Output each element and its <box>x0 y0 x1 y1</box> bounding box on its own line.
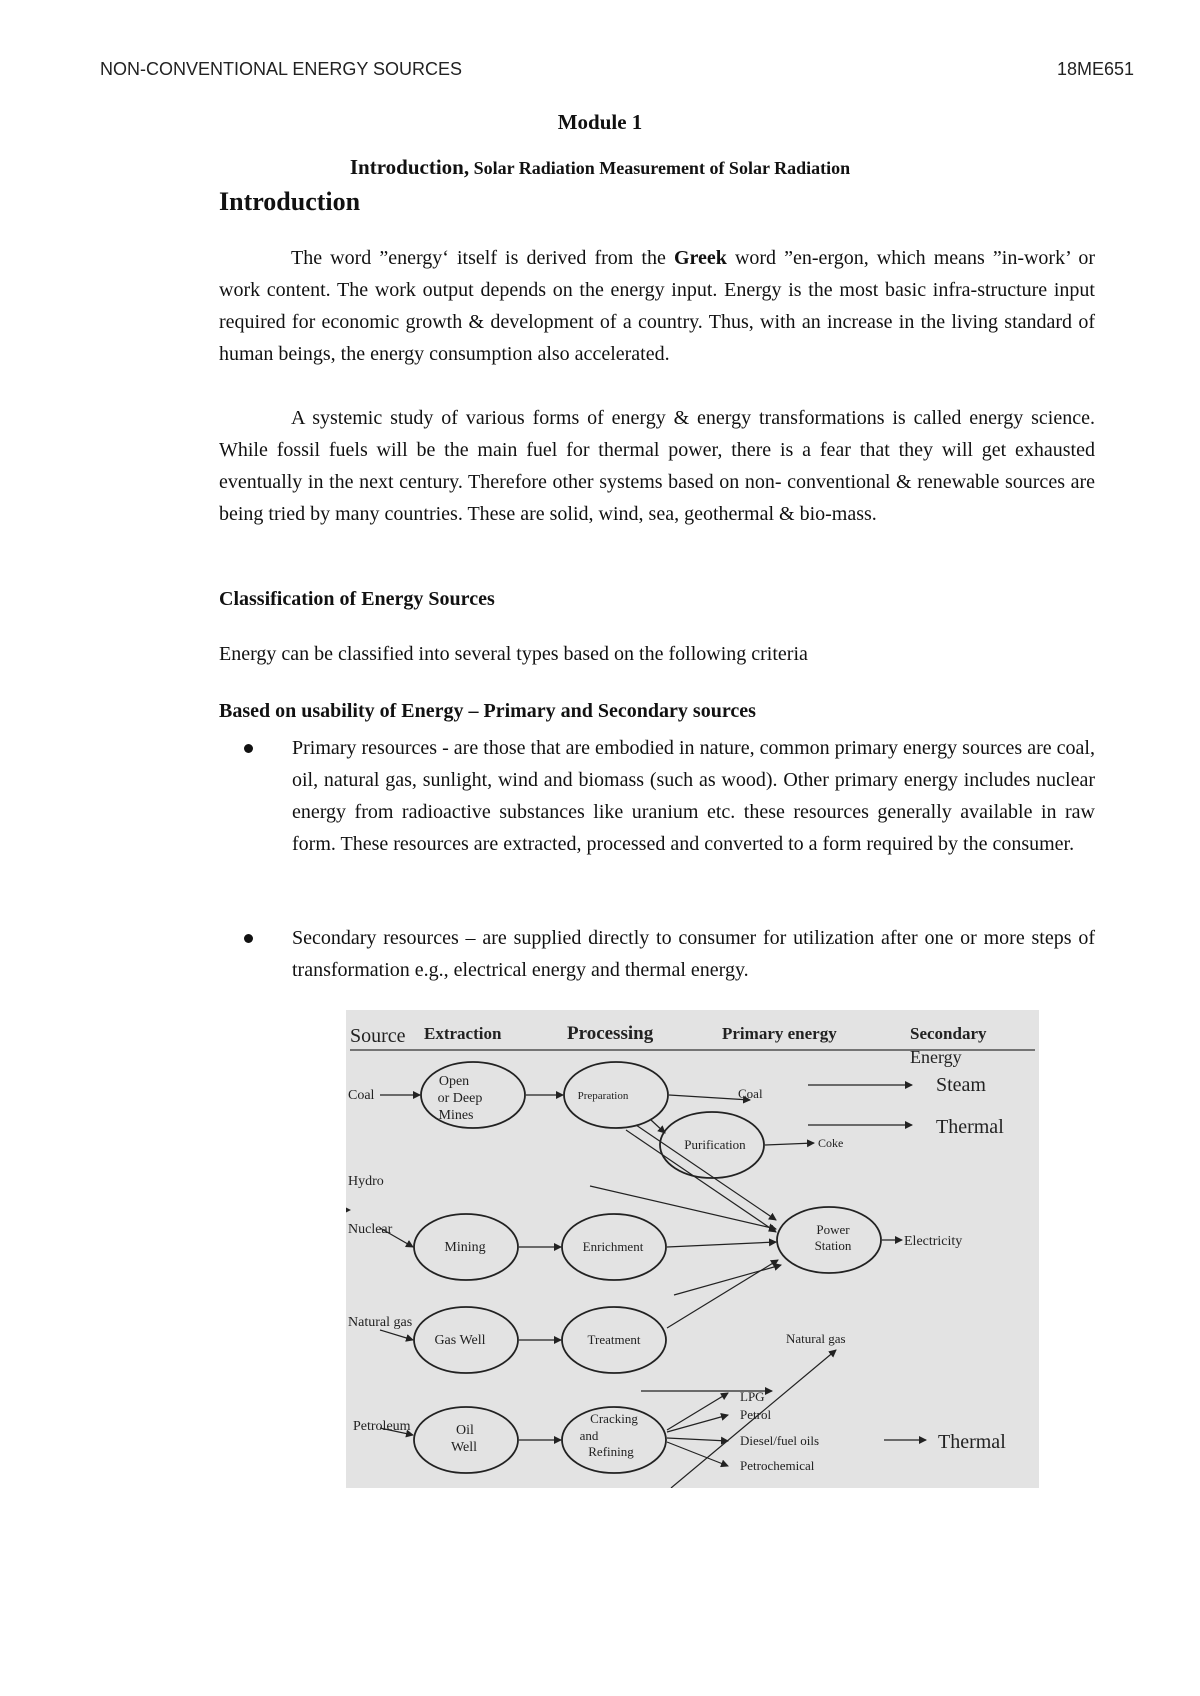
header-extraction: Extraction <box>424 1024 502 1043</box>
header-primary-energy: Primary energy <box>722 1024 837 1043</box>
bullet-text: Secondary resources – are supplied directly to consumer for utilization after one or more steps of transformation e.g., electrical energy and thermal energy. <box>292 927 1095 981</box>
output-petrol: Petrol <box>740 1407 772 1422</box>
source-nuclear: Nuclear <box>348 1222 393 1237</box>
bullet-dot-icon <box>244 934 253 943</box>
label-enrichment: Enrichment <box>582 1239 644 1254</box>
output-steam: Steam <box>936 1074 986 1096</box>
energy-flow-svg <box>346 1010 1039 1488</box>
label-power-station-1: Power <box>816 1222 850 1237</box>
label-power-station-2: Station <box>814 1238 852 1253</box>
label-cracking-1: Cracking <box>590 1411 638 1426</box>
label-oil-well-2: Well <box>450 1440 478 1455</box>
output-thermal-1: Thermal <box>936 1116 1004 1138</box>
label-cracking-2: and <box>579 1428 599 1443</box>
label-purification: Purification <box>684 1137 746 1152</box>
criteria-text: Energy can be classified into several types based on the following criteria <box>219 643 808 665</box>
header-source: Source <box>350 1025 406 1047</box>
source-natural-gas: Natural gas <box>348 1315 413 1330</box>
bullet-list-primary <box>244 732 1095 860</box>
label-mines-3: Mines <box>438 1108 474 1123</box>
header-secondary-energy: Energy <box>910 1047 962 1067</box>
output-electricity: Electricity <box>904 1234 963 1249</box>
source-hydro: Hydro <box>348 1174 384 1189</box>
output-coal: Coal <box>738 1086 763 1101</box>
subtitle-rest: Solar Radiation Measurement of Solar Radiation <box>469 158 851 178</box>
output-labels <box>738 1074 1006 1473</box>
intro-paragraph-1 <box>219 242 1095 370</box>
label-oil-well-1: Oil <box>456 1423 474 1438</box>
header-processing: Processing <box>567 1023 654 1044</box>
list-item <box>244 732 1095 860</box>
bullet-text: Primary resources - are those that are embodied in nature, common primary energy sources are coal, oil, natural gas, sunlight, wind and biomass (such as wood). Other primary energy includes nuclear energy from radioactive substances like uranium etc. these resources generally available in raw form. These resources are extracted, processed and converted to a form required by the consumer. <box>292 737 1095 855</box>
subtitle-intro: Introduction, <box>349 155 470 179</box>
label-preparation: Preparation <box>577 1090 629 1102</box>
label-mines-2: or Deep <box>437 1091 483 1106</box>
label-mining: Mining <box>444 1240 486 1255</box>
bullet-list-secondary <box>244 922 1095 986</box>
output-lpg: LPG <box>740 1389 765 1404</box>
running-header-code: 18ME651 <box>1056 59 1134 79</box>
output-coke: Coke <box>818 1136 844 1150</box>
output-natural-gas: Natural gas <box>786 1331 846 1346</box>
label-gas-well: Gas Well <box>434 1333 486 1348</box>
usability-heading: Based on usability of Energy – Primary and Secondary sources <box>219 700 756 722</box>
intro-paragraph-2 <box>219 402 1095 530</box>
process-nodes <box>414 1062 881 1473</box>
header-secondary: Secondary <box>910 1024 987 1043</box>
diagram-headers <box>350 1023 1035 1067</box>
p1-bold: Greek <box>673 247 727 269</box>
module-subtitle <box>0 155 1200 180</box>
output-thermal-2: Thermal <box>938 1431 1006 1453</box>
source-coal: Coal <box>348 1088 375 1103</box>
output-petrochemical: Petrochemical <box>740 1458 815 1473</box>
p1-before: The word ”energy‘ itself is derived from the <box>291 247 674 269</box>
p2-text: A systemic study of various forms of energy & energy transformations is called energy science. While fossil fuels will be the main fuel for thermal power, there is a fear that they will get exhausted eventually in the next century. Therefore other systems based on non- conventional & renewable sources are being tried by many countries. These are solid, wind, sea, geothermal & bio-mass. <box>219 407 1095 525</box>
label-treatment: Treatment <box>587 1332 641 1347</box>
source-petroleum: Petroleum <box>353 1419 411 1434</box>
module-title: Module 1 <box>557 110 643 134</box>
label-mines-1: Open <box>438 1074 470 1089</box>
list-item <box>244 922 1095 986</box>
bullet-dot-icon <box>244 744 253 753</box>
label-cracking-3: Refining <box>588 1444 634 1459</box>
output-diesel: Diesel/fuel oils <box>740 1433 820 1448</box>
source-labels <box>348 1088 412 1434</box>
running-header-course: NON-CONVENTIONAL ENERGY SOURCES <box>100 59 463 79</box>
p1-after: word ”en-ergon, which means ”in-work’ or work content. The work output depends on the energy input. Energy is the most basic infra-structure input required for economic growth & development of a country. Thus, with an increase in the living standard of human beings, the energy consumption also accelerated. <box>219 247 1095 365</box>
classification-heading: Classification of Energy Sources <box>219 588 495 610</box>
energy-flow-diagram <box>346 1010 1039 1488</box>
node-labels <box>434 1074 851 1459</box>
section-heading-introduction: Introduction <box>219 187 361 216</box>
